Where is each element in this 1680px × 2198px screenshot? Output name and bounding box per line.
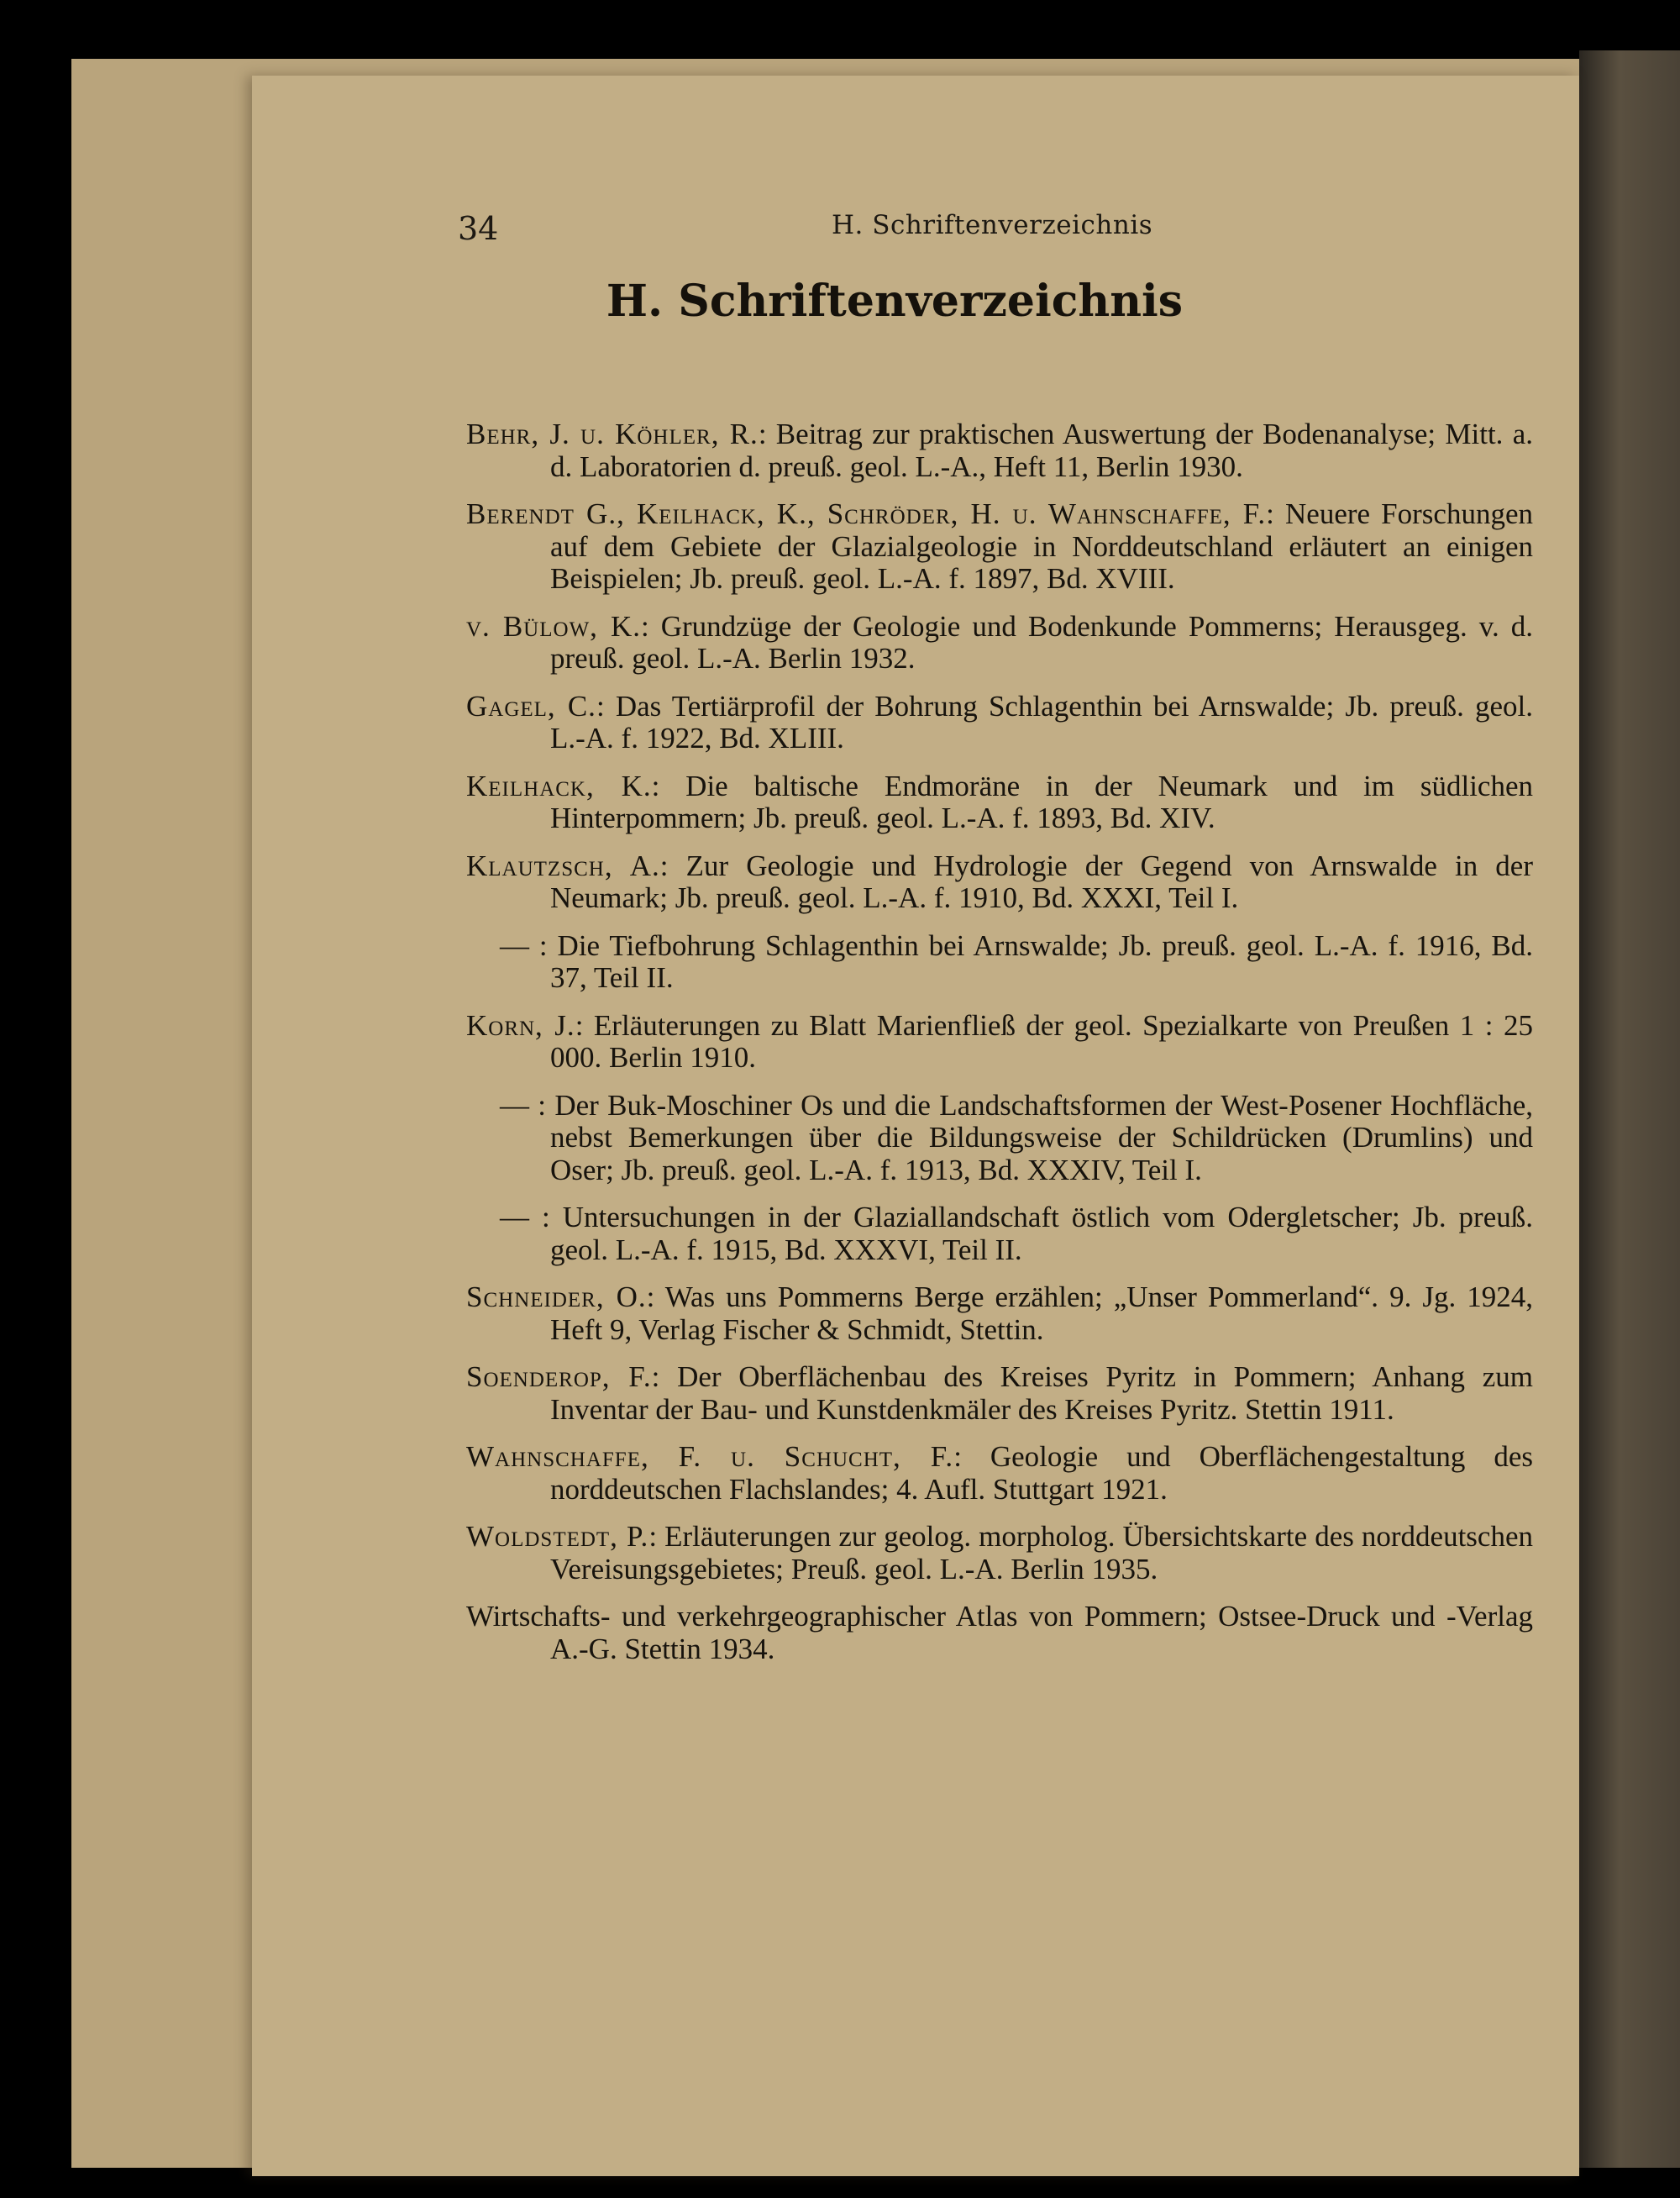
entry-text: : Erläuterungen zu Blatt Marienfließ der geol. Spezialkarte von Preußen 1 : 25 000. Berlin 1910. (550, 1008, 1533, 1074)
bibliography-entry (466, 418, 1533, 483)
entry-text: : Was uns Pommerns Berge erzählen; „Unser Pommerland“. 9. Jg. 1924, Heft 9, Verlag Fischer & Schmidt, Stettin. (550, 1280, 1533, 1346)
entry-text: : Geologie und Oberflächengestaltung des norddeutschen Flachslandes; 4. Aufl. Stuttgart 1921. (550, 1440, 1534, 1506)
entry-text: : Beitrag zur praktischen Auswertung der Bodenanalyse; Mitt. a. d. Laboratorien d. preuß. geol. L.-A., Heft 11, Berlin 1930. (550, 418, 1533, 483)
entry-author: Klautzsch, A. (466, 849, 660, 882)
bibliography-entry (466, 770, 1533, 835)
entry-text: : Zur Geologie und Hydrologie der Gegend von Arnswalde in der Neumark; Jb. preuß. geol. L.-A. f. 1910, Bd. XXXI, Teil I. (550, 849, 1533, 914)
bibliography-entry (466, 1281, 1533, 1346)
entry-author: Berendt G., Keilhack, K., Schröder, H. u. Wahnschaffe, F. (466, 497, 1267, 530)
entry-author: — (500, 1201, 529, 1233)
entry-text: Wirtschafts- und verkehrgeographischer Atlas von Pommern; Ostsee-Druck und -Verlag A.-G. Stettin 1934. (466, 1600, 1533, 1665)
bibliography-entry (466, 1010, 1533, 1075)
bibliography-entry (466, 1441, 1533, 1506)
bibliography-entry (466, 930, 1533, 995)
bibliography-entry (466, 611, 1533, 676)
entry-text: : Neuere Forschungen auf dem Gebiete der Glazialgeologie in Norddeutschland erläutert an einigen Beispielen; Jb. preuß. geol. L.-A. f. 1897, Bd. XVIII. (550, 497, 1533, 595)
bibliography-list (466, 418, 1533, 1680)
document-page (252, 76, 1579, 2176)
entry-author: Schneider, O. (466, 1280, 647, 1313)
bibliography-entry (466, 850, 1533, 915)
entry-text: : Die Tiefbohrung Schlagenthin bei Arnswalde; Jb. preuß. geol. L.-A. f. 1916, Bd. 37, Teil II. (529, 928, 1533, 994)
bibliography-entry (466, 498, 1533, 596)
entry-text: : Der Oberflächenbau des Kreises Pyritz in Pommern; Anhang zum Inventar der Bau- und Kunstdenkmäler des Kreises Pyritz. Stettin 1911. (550, 1360, 1534, 1426)
page-number: 34 (458, 210, 499, 247)
bibliography-entry (466, 1361, 1533, 1426)
entry-author: — (500, 928, 529, 962)
entry-author: v. Bülow, K. (466, 609, 641, 643)
bibliography-entry (466, 1090, 1533, 1187)
entry-author: — (500, 1088, 529, 1122)
entry-text: : Grundzüge der Geologie und Bodenkunde Pommerns; Herausgeg. v. d. preuß. geol. L.-A. Berlin 1932. (550, 609, 1534, 675)
entry-text: : Der Buk-Moschiner Os und die Landschaftsformen der West-Posener Hochfläche, nebst Bemerkungen über die Bildungsweise der Schildrücken (Drumlins) und Oser; Jb. preuß. geol. L.-A. f. 1913, Bd. XXXIV, Teil I. (529, 1088, 1533, 1186)
entry-author: Soenderop, F. (466, 1360, 652, 1393)
entry-author: Keilhack, K. (466, 769, 652, 802)
running-head (252, 210, 1579, 260)
book-edge (1579, 50, 1680, 2168)
section-title: H. Schriftenverzeichnis (606, 276, 1184, 327)
entry-author: Korn, J. (466, 1008, 575, 1042)
entry-author: Behr, J. u. Köhler, R. (466, 418, 759, 450)
entry-author: Woldstedt, P. (466, 1520, 649, 1553)
bibliography-entry (466, 1521, 1533, 1585)
running-title: H. Schriftenverzeichnis (832, 210, 1153, 240)
entry-text: : Die baltische Endmoräne in der Neumark und im südlichen Hinterpommern; Jb. preuß. geol. L.-A. f. 1893, Bd. XIV. (550, 769, 1533, 834)
bibliography-entry (466, 1601, 1533, 1665)
entry-text: : Untersuchungen in der Glaziallandschaft östlich vom Odergletscher; Jb. preuß. geol. L.-A. f. 1915, Bd. XXXVI, Teil II. (529, 1201, 1533, 1266)
entry-author: Gagel, C. (466, 689, 596, 723)
bibliography-entry (466, 691, 1533, 755)
entry-author: Wahnschaffe, F. u. Schucht, F. (466, 1440, 954, 1473)
bibliography-entry (466, 1202, 1533, 1266)
entry-text: : Erläuterungen zur geolog. morpholog. Übersichtskarte des norddeutschen Vereisungsgebietes; Preuß. geol. L.-A. Berlin 1935. (550, 1520, 1533, 1585)
entry-text: : Das Tertiärprofil der Bohrung Schlagenthin bei Arnswalde; Jb. preuß. geol. L.-A. f. 1922, Bd. XLIII. (550, 689, 1533, 755)
